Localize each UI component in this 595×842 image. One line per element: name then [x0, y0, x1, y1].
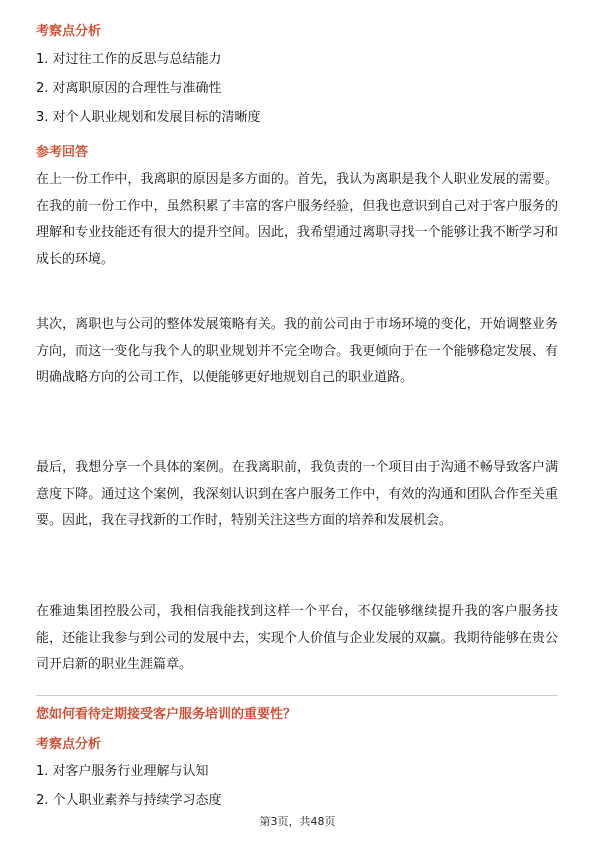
list-item: 2. 个人职业素养与持续学习态度: [36, 793, 222, 808]
answer-paragraph: 最后，我想分享一个具体的案例。在我离职前，我负责的一个项目由于沟通不畅导致客户满意度下降。通过这个案例，我深刻认识到在客户服务工作中，有效的沟通和团队合作至关重要。因此，我在寻找新的工作时，特别关注这些方面的培养和发展机会。: [36, 460, 558, 528]
section-title-analysis: 考察点分析: [36, 737, 102, 752]
page-number: 第3页，共48页: [259, 815, 336, 828]
list-item: 2. 对离职原因的合理性与准确性: [36, 81, 222, 96]
answer-paragraph: 在雅迪集团控股公司，我相信我能找到这样一个平台，不仅能够继续提升我的客户服务技能，还能让我参与到公司的发展中去，实现个人价值与企业发展的双赢。我期待能够在贵公司开启新的职业生涯篇章。: [36, 604, 558, 672]
question-heading: 您如何看待定期接受客户服务培训的重要性？: [36, 707, 297, 722]
answer-paragraph: 其次，离职也与公司的整体发展策略有关。我的前公司由于市场环境的变化，开始调整业务方向，而这一变化与我个人的职业规划并不完全吻合。我更倾向于在一个能够稳定发展、有明确战略方向的公司工作，以便能够更好地规划自己的职业道路。: [36, 317, 558, 385]
section-divider: [36, 695, 558, 696]
answer-paragraph: 在上一份工作中，我离职的原因是多方面的。首先，我认为离职是我个人职业发展的需要。在我的前一份工作中，虽然积累了丰富的客户服务经验，但我也意识到自己对于客户服务的理解和专业技能还有很大的提升空间。因此，我希望通过离职寻找一个能够让我不断学习和成长的环境。: [36, 172, 558, 267]
section-title-answer: 参考回答: [36, 145, 89, 160]
section-title-analysis: 考察点分析: [36, 24, 102, 39]
list-item: 1. 对过往工作的反思与总结能力: [36, 52, 222, 67]
list-item: 3. 对个人职业规划和发展目标的清晰度: [36, 110, 261, 125]
list-item: 1. 对客户服务行业理解与认知: [36, 764, 209, 779]
